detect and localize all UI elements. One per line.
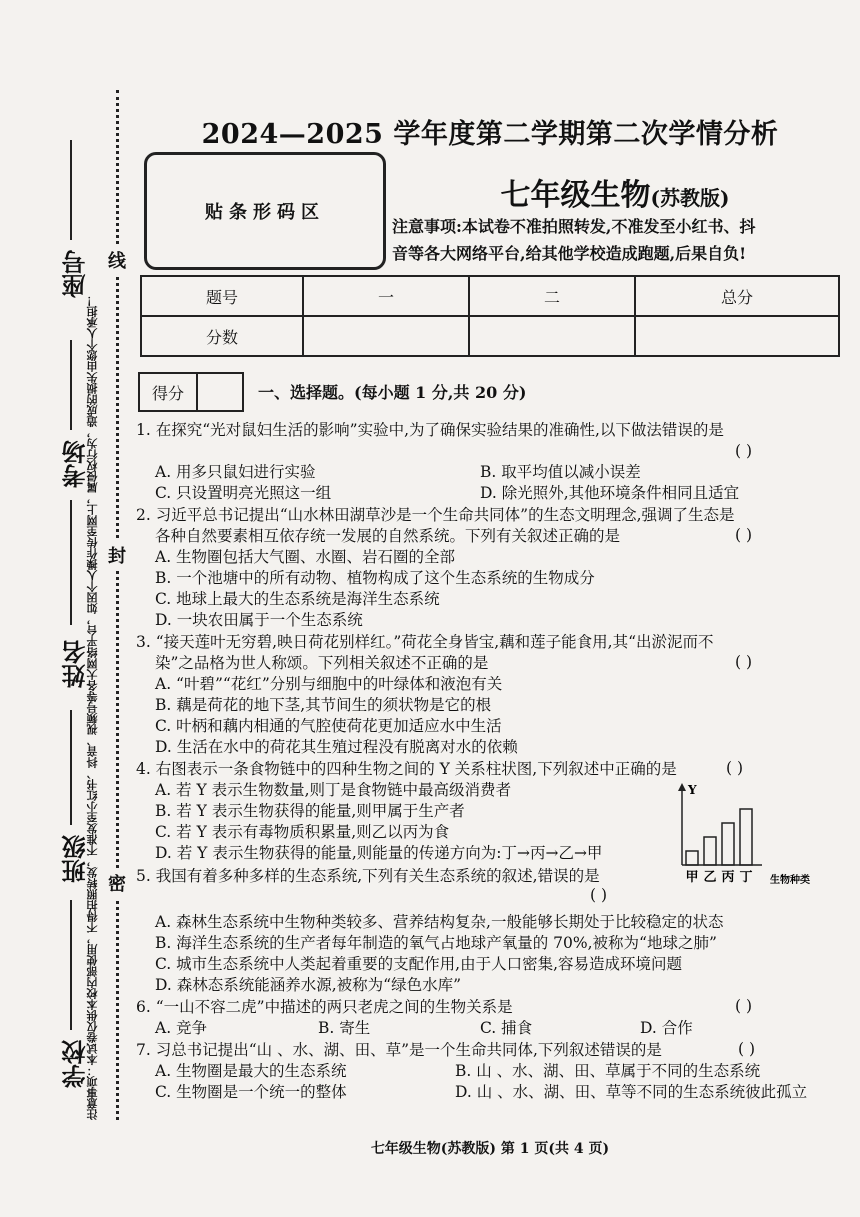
q2-option-b: B. 一个池塘中的所有动物、植物构成了这个生态系统的生物成分 (155, 569, 595, 587)
exam-title: 2024—2025 学年度第二学期第二次学情分析 (201, 119, 779, 150)
answer-paren[interactable]: ( ) (726, 759, 744, 777)
q1-option-a: A. 用多只鼠妇进行实验 (155, 463, 316, 481)
notice-line-2: 音等各大网络平台,给其他学校造成跑题,后果自负! (392, 244, 747, 263)
q6-option-b: B. 寄生 (318, 1019, 371, 1037)
q5-option-b: B. 海洋生态系统的生产者每年制造的氧气占地球产氧量的 70%,被称为“地球之肺” (155, 934, 717, 952)
section-score-box (138, 372, 244, 412)
question-6: 6. “一山不容二虎”中描述的两只老虎之间的生物关系是 (136, 998, 513, 1016)
seat-line (70, 140, 73, 240)
score-cell[interactable] (303, 316, 469, 356)
binding-notice: 注意事项：本试卷仅供本校内部使用，不得拍照转发，不准发至小红书、抖音、视频号等各大网络平台，如因个人操作传至网上，属侵权行为，造成的损失由您个人承担！ (86, 295, 99, 1120)
question-1: 1. 在探究“光对鼠妇生活的影响”实验中,为了确保实验结果的准确性,以下做法错误的是 (136, 421, 724, 439)
subject-name: 七年级生物 (500, 178, 651, 213)
score-table-header: 题号 (141, 276, 303, 316)
q1-option-d: D. 除光照外,其他环境条件相同且适宜 (480, 484, 740, 502)
section-title: 一、选择题。(每小题 1 分,共 20 分) (258, 383, 527, 402)
x-axis-label: 生物种类 (770, 875, 810, 886)
bar-0 (686, 851, 698, 865)
answer-paren[interactable]: ( ) (590, 886, 608, 904)
q4-option-b: B. 若 Y 表示生物获得的能量,则甲属于生产者 (155, 802, 465, 820)
answer-paren[interactable]: ( ) (735, 526, 753, 544)
category-label: 乙 (703, 870, 717, 885)
question-5: 5. 我国有着多种多样的生态系统,下列有关生态系统的叙述,错误的是 (136, 867, 600, 885)
question-7: 7. 习总书记提出“山 、水、湖、田、草”是一个生命共同体,下列叙述错误的是 (136, 1041, 662, 1059)
notice (392, 213, 812, 267)
notice-line-1: 注意事项:本试卷不准拍照转发,不准发至小红书、抖 (392, 217, 756, 236)
score-cell[interactable] (635, 316, 839, 356)
school-label: 学校 (61, 1040, 90, 1088)
seal-feng-mark: 封 (108, 540, 126, 570)
question-4: 4. 右图表示一条食物链中的四种生物之间的 Y 关系柱状图,下列叙述中正确的是 (136, 760, 677, 778)
bar-2 (722, 823, 734, 865)
q7-option-c: C. 生物圈是一个统一的整体 (155, 1083, 347, 1101)
exam-room-line (70, 340, 73, 430)
q3-option-b: B. 藕是荷花的地下茎,其节间生的须状物是它的根 (155, 696, 492, 714)
barcode-area: 贴条形码区 (144, 152, 386, 270)
name-label: 姓名 (61, 640, 90, 688)
seal-line-mark: 线 (108, 245, 126, 275)
q6-option-a: A. 竞争 (155, 1019, 208, 1037)
q4-option-d: D. 若 Y 表示生物获得的能量,则能量的传递方向为:丁→丙→乙→甲 (155, 844, 603, 862)
score-table-header: 总分 (635, 276, 839, 316)
name-line (70, 500, 73, 625)
seat-label: 座号 (61, 250, 90, 298)
q5-option-c: C. 城市生态系统中人类起着重要的支配作用,由于人口密集,容易造成环境问题 (155, 955, 683, 973)
q2-option-a: A. 生物圈包括大气圈、水圈、岩石圈的全部 (155, 548, 456, 566)
school-line (70, 900, 73, 1030)
q1-option-c: C. 只设置明亮光照这一组 (155, 484, 332, 502)
category-label: 丙 (721, 870, 735, 885)
q3-option-d: D. 生活在水中的荷花其生殖过程没有脱离对水的依赖 (155, 738, 518, 756)
question-3-line-2: 染”之品格为世人称颂。下列相关叙述不正确的是 (155, 654, 489, 672)
q6-option-c: C. 捕食 (480, 1019, 533, 1037)
q7-option-b: B. 山 、水、湖、田、草属于不同的生态系统 (455, 1062, 761, 1080)
question-2-line-2: 各种自然要素相互依存统一发展的自然系统。下列有关叙述正确的是 (155, 527, 621, 545)
edition: (苏教版) (650, 186, 730, 210)
score-cell[interactable] (469, 316, 635, 356)
category-label: 甲 (685, 870, 699, 885)
q2-option-c: C. 地球上最大的生态系统是海洋生态系统 (155, 590, 440, 608)
q7-option-a: A. 生物圈是最大的生态系统 (155, 1062, 347, 1080)
score-table (140, 275, 840, 357)
question-2-line-1: 2. 习近平总书记提出“山水林田湖草沙是一个生命共同体”的生态文明理念,强调了生态是 (136, 506, 735, 524)
subject-title (390, 170, 840, 214)
category-label: 丁 (739, 870, 753, 885)
score-table-header: 一 (303, 276, 469, 316)
score-row-label: 分数 (141, 316, 303, 356)
bar-3 (740, 809, 752, 865)
class-line (70, 710, 73, 825)
answer-paren[interactable]: ( ) (735, 442, 753, 460)
q7-option-d: D. 山 、水、湖、田、草等不同的生态系统彼此孤立 (455, 1083, 808, 1101)
exam-room-label: 考场 (61, 440, 90, 488)
class-label: 班级 (61, 835, 90, 883)
q3-option-a: A. “叶碧”“花红”分别与细胞中的叶绿体和液泡有关 (155, 675, 503, 693)
q5-option-a: A. 森林生态系统中生物种类较多、营养结构复杂,一般能够长期处于比较稳定的状态 (155, 913, 724, 931)
q4-option-c: C. 若 Y 表示有毒物质积累量,则乙以丙为食 (155, 823, 450, 841)
q1-option-b: B. 取平均值以减小误差 (480, 463, 641, 481)
question-3-line-1: 3. “接天莲叶无穷碧,映日荷花别样红。”荷花全身皆宝,藕和莲子能食用,其“出淤泥而不 (136, 633, 714, 651)
y-axis-arrow (678, 783, 686, 791)
q4-option-a: A. 若 Y 表示生物数量,则丁是食物链中最高级消费者 (155, 781, 512, 799)
q2-option-d: D. 一块农田属于一个生态系统 (155, 611, 363, 629)
q6-option-d: D. 合作 (640, 1019, 693, 1037)
answer-paren[interactable]: ( ) (735, 653, 753, 671)
score-table-header: 二 (469, 276, 635, 316)
section-score-field[interactable] (198, 374, 242, 410)
page-footer: 七年级生物(苏教版) 第 1 页(共 4 页) (370, 1141, 610, 1157)
y-axis-label: Y (688, 783, 697, 797)
answer-paren[interactable]: ( ) (738, 1040, 756, 1058)
section-score-label: 得分 (140, 374, 198, 410)
bar-1 (704, 837, 716, 865)
q3-option-c: C. 叶柄和藕内相通的气腔使荷花更加适应水中生活 (155, 717, 502, 735)
q5-option-d: D. 森林态系统能涵养水源,被称为“绿色水库” (155, 976, 462, 994)
answer-paren[interactable]: ( ) (735, 997, 753, 1015)
seal-mi-mark: 密 (108, 868, 126, 898)
